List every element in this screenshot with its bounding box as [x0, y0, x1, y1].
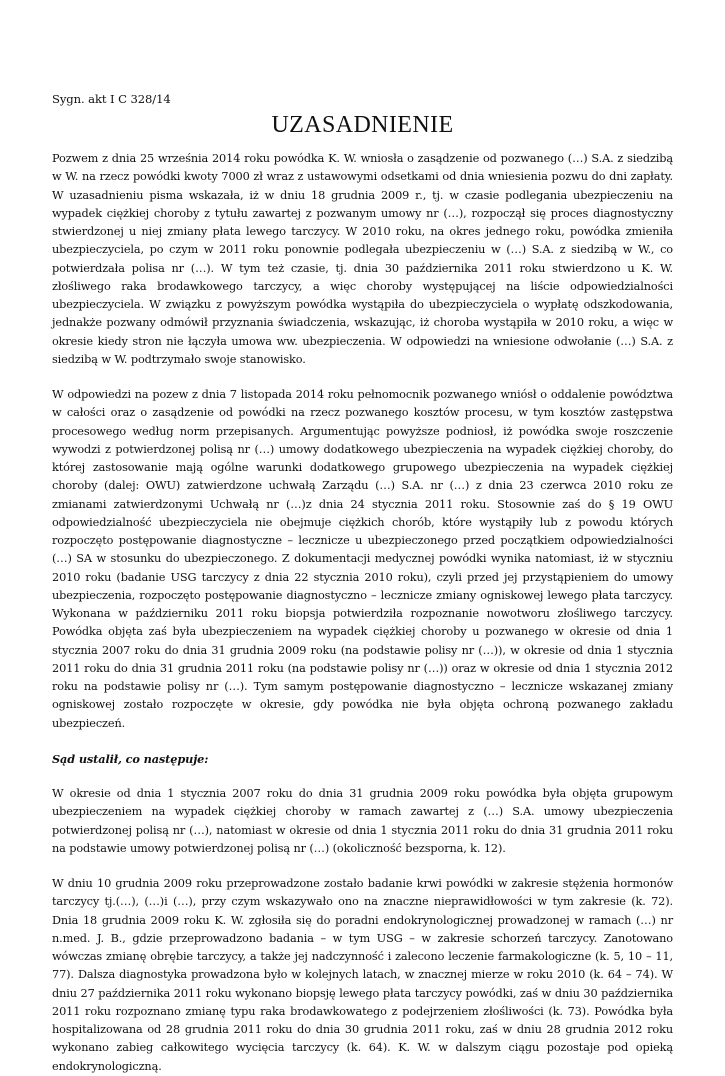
paragraph-response: W odpowiedzi na pozew z dnia 7 listopada 2014 roku pełnomocnik pozwanego wniósł o oddalenie powództwa w całości oraz o zasądzenie od powódki na rzecz pozwanego kosztów procesu, w tym kosztów zastępstwa procesowego według norm przepisanych. Argumentując powyższe podniosł, iż powódka swoje roszczenie wywodzi z potwierdzonej polisą nr (…) umowy dodatkowego ubezpieczenia na wypadek ciężkiej choroby, do której zastosowanie mają ogólne warunki dodatkowego grupowego ubezpieczenia na wypadek ciężkiej choroby (dalej: OWU) zatwierdzone uchwałą Zarządu (…) S.A. nr (…) z dnia 23 czerwca 2010 roku ze zmianami zatwierdzonymi Uchwałą nr (…)z dnia 24 stycznia 2011 roku. Stosownie zaś do § 19 OWU odpowiedzialność ubezpieczyciela nie obejmuje ciężkich chorób, które wystąpiły lub z powodu których rozpoczęto postępowanie diagnostyczne – lecznicze u ubezpieczonego przed początkiem odpowiedzialności (…) SA w stosunku do ubezpieczonego. Z dokumentacji medycznej powódki wynika natomiast, iż w styczniu 2010 roku (badanie USG tarczycy z dnia 22 stycznia 2010 roku), czyli przed jej przystąpieniem do umowy ubezpieczenia, rozpoczęto postępowanie diagnostyczno – lecznicze zmiany ogniskowej lewego płata tarczycy. Wykonana w październiku 2011 roku biopsja potwierdziła rozpoznanie nowotworu złośliwego tarczycy. Powódka objęta zaś była ubezpieczeniem na wypadek ciężkiej choroby u pozwanego w okresie od dnia 1 stycznia 2007 roku do dnia 31 grudnia 2009 roku (na podstawie polisy nr (…)), w okresie od dnia 1 stycznia 2011 roku do dnia 31 grudnia 2011 roku (na podstawie polisy nr (…)) oraz w okresie od dnia 1 stycznia 2012 roku na podstawie polisy nr (…). Tym samym postępowanie diagnostyczno – lecznicze wskazanej zmiany ogniskowej zostało rozpoczęte w okresie, gdy powódka nie była objęta ochroną pozwanego zakładu ubezpieczeń. — [52, 388, 673, 730]
page-title: UZASADNIENIE — [271, 112, 454, 138]
section-heading: Sąd ustalił, co następuje: — [52, 751, 209, 766]
paragraph-claim: Pozwem z dnia 25 września 2014 roku powódka K. W. wniosła o zasądzenie od pozwanego (…) S.A. z siedzibą w W. na rzecz powódki kwoty 7000 zł wraz z ustawowymi odsetkami od dnia wniesienia pozwu do dni zapłaty. W uzasadnieniu pisma wskazała, iż w dniu 18 grudnia 2009 r., tj. w czasie podlegania ubezpieczeniu na wypadek ciężkiej choroby z tytułu zawartej z pozwanym umowy nr (…), rozpoczął się proces diagnostyczny stwierdzonej u niej zmiany płata lewego tarczycy. W 2010 roku, na okres jednego roku, powódka zmieniła ubezpieczyciela, po czym w 2011 roku ponownie podlegała ubezpieczeniu w (…) S.A. z siedzibą w W., co potwierdzała polisa nr (…). W tym też czasie, tj. dnia 30 października 2011 roku stwierdzono u K. W. złośliwego raka brodawkowego tarczycy, a więc choroby występującej na liście odpowiedzialności ubezpieczyciela. W związku z powyższym powódka wystąpiła do ubezpieczyciela o wypłatę odszkodowania, jednakże pozwany odmówił przyznania świadczenia, wskazując, iż choroba wystąpiła w 2010 roku, a więc w okresie kiedy stron nie łączyła umowa ww. ubezpieczenia. W odpowiedzi na wniesione odwołanie (…) S.A. z siedzibą w W. podtrzymało swoje stanowisko. — [52, 152, 673, 366]
paragraph-finding-2: W dniu 10 grudnia 2009 roku przeprowadzone zostało badanie krwi powódki w zakresie stężenia hormonów tarczycy tj.(…), (…)i (…), przy czym wskazywało ono na znaczne nieprawidłowości w tym zakresie (k. 72). Dnia 18 grudnia 2009 roku K. W. zgłosiła się do poradni endokrynologicznej prowadzonej w ramach (…) nr n.med. J. B., gdzie przeprowadzono badania – w tym USG – w zakresie schorzeń tarczycy. Zanotowano wówczas zmianę obrębie tarczycy, a także jej nadczynność i zalecono leczenie farmakologiczne (k. 5, 10 – 11, 77). Dalsza diagnostyka prowadzona było w kolejnych latach, w znacznej mierze w roku 2010 (k. 64 – 74). W dniu 27 października 2011 roku wykonano biopsję lewego płata tarczycy powódki, zaś w dniu 30 października 2011 roku rozpoznano zmianę typu raka brodawkowatego z podejrzeniem złośliwości (k. 73). Powódka była hospitalizowana od 28 grudnia 2011 roku do dnia 30 grudnia 2011 roku, zaś w dniu 28 grudnia 2012 roku wykonano zabieg całkowitego wycięcia tarczycy (k. 64). K. W. w dalszym ciągu pozostaje pod opieką endokrynologiczną. — [52, 877, 673, 1073]
document-body — [52, 150, 673, 1076]
case-number: Sygn. akt I C 328/14 — [52, 92, 171, 106]
paragraph-finding-1: W okresie od dnia 1 stycznia 2007 roku do dnia 31 grudnia 2009 roku powódka była objęta grupowym ubezpieczeniem na wypadek ciężkiej choroby w ramach zawartej z (…) S.A. umowy ubezpieczenia potwierdzonej polisą nr (…), natomiast w okresie od dnia 1 stycznia 2011 roku do dnia 31 grudnia 2011 roku na podstawie umowy potwierdzonej polisą nr (…) (okoliczność bezsporna, k. 12). — [52, 787, 673, 855]
